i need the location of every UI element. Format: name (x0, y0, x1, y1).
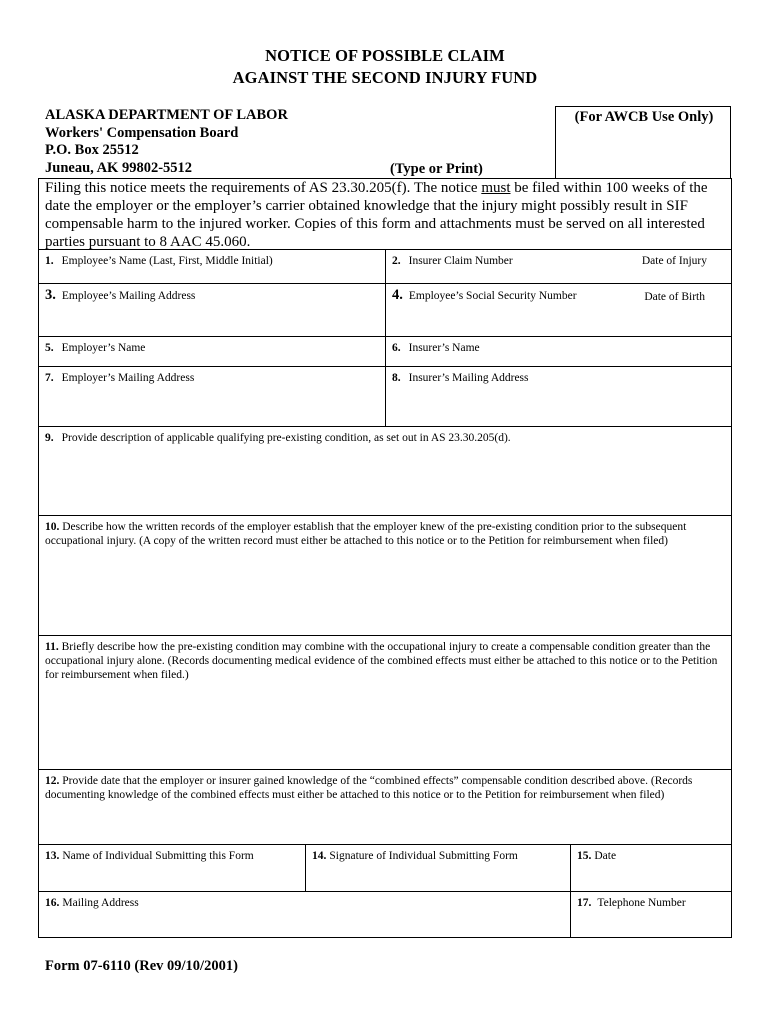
field-16-label: Mailing Address (62, 897, 139, 909)
field-12-label: Provide date that the employer or insurer gained knowledge of the “combined effects” compensable condition described above. (Records documenting knowledge of the combined effects must either be attached to this notice or to the Petition for reimbursement when filed) (45, 775, 693, 801)
field-10-label: Describe how the written records of the employer establish that the employer knew of the pre-existing condition prior to the subsequent occupational injury. (A copy of the written record must either be attached to this notice or to the Petition for reimbursement when filed) (45, 521, 687, 547)
form-title-line2: AGAINST THE SECOND INJURY FUND (232, 68, 538, 87)
field-4-label: Employee’s Social Security Number (408, 290, 577, 302)
city-state-zip: Juneau, AK 99802-5512 (45, 159, 193, 176)
board-name: Workers' Compensation Board (45, 124, 239, 141)
field-11-label: Briefly describe how the pre-existing condition may combine with the occupational injury to create a compensable condition greater than the occupational injury alone. (Records documenting medical evidence of the combined effects must either be attached to this notice or to the Petition for reimbursement when filed.) (45, 641, 718, 681)
field-1-number: 1. (45, 255, 54, 267)
field-1-label: Employee’s Name (Last, First, Middle Initial) (61, 255, 273, 267)
field-3-label: Employee’s Mailing Address (61, 290, 196, 302)
field-3-number: 3. (45, 287, 56, 303)
agency-address-block (45, 107, 565, 177)
field-8-insurer-mailing-address[interactable] (385, 366, 732, 427)
field-15-label: Date (594, 850, 617, 862)
field-17-number: 17. (577, 897, 592, 909)
field-6-insurer-name[interactable] (385, 336, 732, 367)
type-or-print-note: (Type or Print) (390, 161, 483, 177)
field-12-number: 12. (45, 775, 60, 787)
field-15-number: 15. (577, 850, 592, 862)
field-15-date[interactable] (570, 844, 732, 892)
intro-text-before: Filing this notice meets the requirements of AS 23.30.205(f). The notice (45, 180, 482, 196)
field-16-number: 16. (45, 897, 60, 909)
field-2-insurer-claim-number[interactable] (385, 249, 732, 284)
form-title-line1: NOTICE OF POSSIBLE CLAIM (265, 46, 505, 65)
field-3-employee-mailing-address[interactable] (38, 283, 386, 337)
date-of-injury-label: Date of Injury (641, 255, 707, 267)
field-13-number: 13. (45, 850, 60, 862)
field-5-number: 5. (45, 342, 54, 354)
form-revision: Form 07-6110 (Rev 09/10/2001) (45, 958, 238, 974)
field-12-knowledge-date[interactable] (38, 769, 732, 845)
field-1-employee-name[interactable] (38, 249, 386, 284)
field-7-employer-mailing-address[interactable] (38, 366, 386, 427)
field-4-number: 4. (392, 287, 403, 303)
field-14-label: Signature of Individual Submitting Form (329, 850, 518, 862)
field-17-telephone[interactable] (570, 891, 732, 938)
field-9-label: Provide description of applicable qualifying pre-existing condition, as set out in AS 23.30.205(d). (61, 432, 511, 444)
field-9-pre-existing-condition[interactable] (38, 426, 732, 516)
field-14-number: 14. (312, 850, 327, 862)
field-4-employee-ssn[interactable] (385, 283, 732, 337)
po-box: P.O. Box 25512 (45, 142, 139, 158)
intro-must: must (481, 180, 511, 196)
awcb-use-label: (For AWCB Use Only) (574, 109, 714, 125)
intro-paragraph (38, 178, 732, 250)
field-6-number: 6. (392, 342, 401, 354)
field-2-label: Insurer Claim Number (408, 255, 513, 267)
field-13-label: Name of Individual Submitting this Form (62, 850, 254, 862)
field-7-label: Employer’s Mailing Address (61, 372, 195, 384)
intro-text-after: be filed within 100 weeks of the date the employer or the employer’s carrier obtained knowledge that the injury might possibly result in SIF compensable harm to the injured worker. Copies of this form and attachments must be served on all interested parties pursuant to 8 AAC 45.060. (45, 180, 708, 250)
field-5-label: Employer’s Name (61, 342, 146, 354)
field-11-number: 11. (45, 641, 59, 653)
field-10-written-records[interactable] (38, 515, 732, 636)
field-9-number: 9. (45, 432, 54, 444)
field-16-mailing-address[interactable] (38, 891, 571, 938)
awcb-use-box (555, 106, 731, 178)
date-of-birth-label: Date of Birth (644, 291, 705, 303)
field-8-number: 8. (392, 372, 401, 384)
agency-name: ALASKA DEPARTMENT OF LABOR (45, 107, 288, 123)
field-17-label: Telephone Number (597, 897, 686, 909)
field-13-submitter-name[interactable] (38, 844, 306, 892)
field-11-combined-condition[interactable] (38, 635, 732, 770)
field-5-employer-name[interactable] (38, 336, 386, 367)
field-8-label: Insurer’s Mailing Address (408, 372, 529, 384)
field-6-label: Insurer’s Name (408, 342, 480, 354)
field-2-number: 2. (392, 255, 401, 267)
field-10-number: 10. (45, 521, 60, 533)
field-7-number: 7. (45, 372, 54, 384)
field-14-submitter-signature[interactable] (305, 844, 571, 892)
